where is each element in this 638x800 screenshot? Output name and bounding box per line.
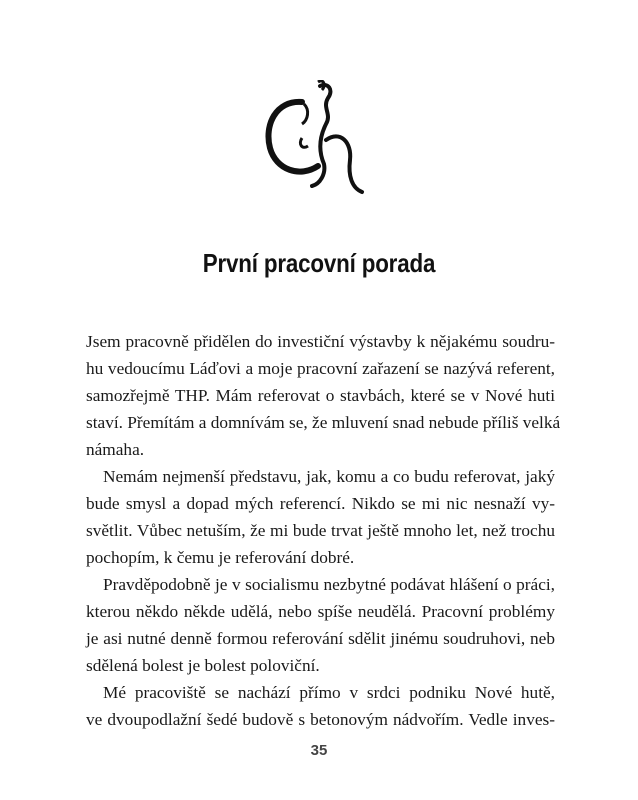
text-line: samozřejmě THP. Mám referovat o stavbách, které se v Nové huti: [86, 386, 555, 405]
text-line: ve dvoupodlažní šedé budově s betonovým nádvořím. Vedle inves-: [86, 710, 555, 729]
text-line: staví. Přemítám a domnívám se, že mluvení snad nebude příliš velká: [86, 413, 561, 432]
paragraph: [86, 463, 555, 571]
paragraph: [86, 679, 555, 733]
text-line: Pravděpodobně je v socialismu nezbytné podávat hlášení o práci,: [103, 575, 555, 594]
text-line: námaha.: [86, 440, 145, 459]
text-line: Nemám nejmenší představu, jak, komu a co budu referovat, jaký: [103, 467, 555, 486]
paragraph: [86, 571, 555, 679]
text-line: hu vedoucímu Láďovi a moje pracovní zařazení se nazývá referent,: [86, 359, 555, 378]
chapter-ornament-logo: [262, 80, 372, 200]
text-line: pochopím, k čemu je referování dobré.: [86, 548, 355, 567]
text-line: světlit. Vůbec netuším, že mi bude trvat ještě mnoho let, než trochu: [86, 521, 555, 540]
chapter-title: První pracovní porada: [202, 248, 436, 278]
page-number: 35: [310, 742, 328, 759]
body-text: [86, 328, 561, 733]
text-line: sdělená bolest je bolest poloviční.: [86, 656, 320, 675]
text-line: kterou někdo někde udělá, nebo spíše neudělá. Pracovní problémy: [86, 602, 555, 621]
text-line: Jsem pracovně přidělen do investiční výstavby k nějakému soudru-: [86, 332, 555, 351]
text-line: bude smysl a dopad mých referencí. Nikdo se mi nic nesnaží vy-: [86, 494, 555, 513]
text-line: je asi nutné denně formou referování sdělit jinému soudruhovi, neb: [86, 629, 555, 648]
paragraph: [86, 328, 561, 463]
text-line: Mé pracoviště se nachází přímo v srdci podniku Nové hutě,: [103, 683, 555, 702]
